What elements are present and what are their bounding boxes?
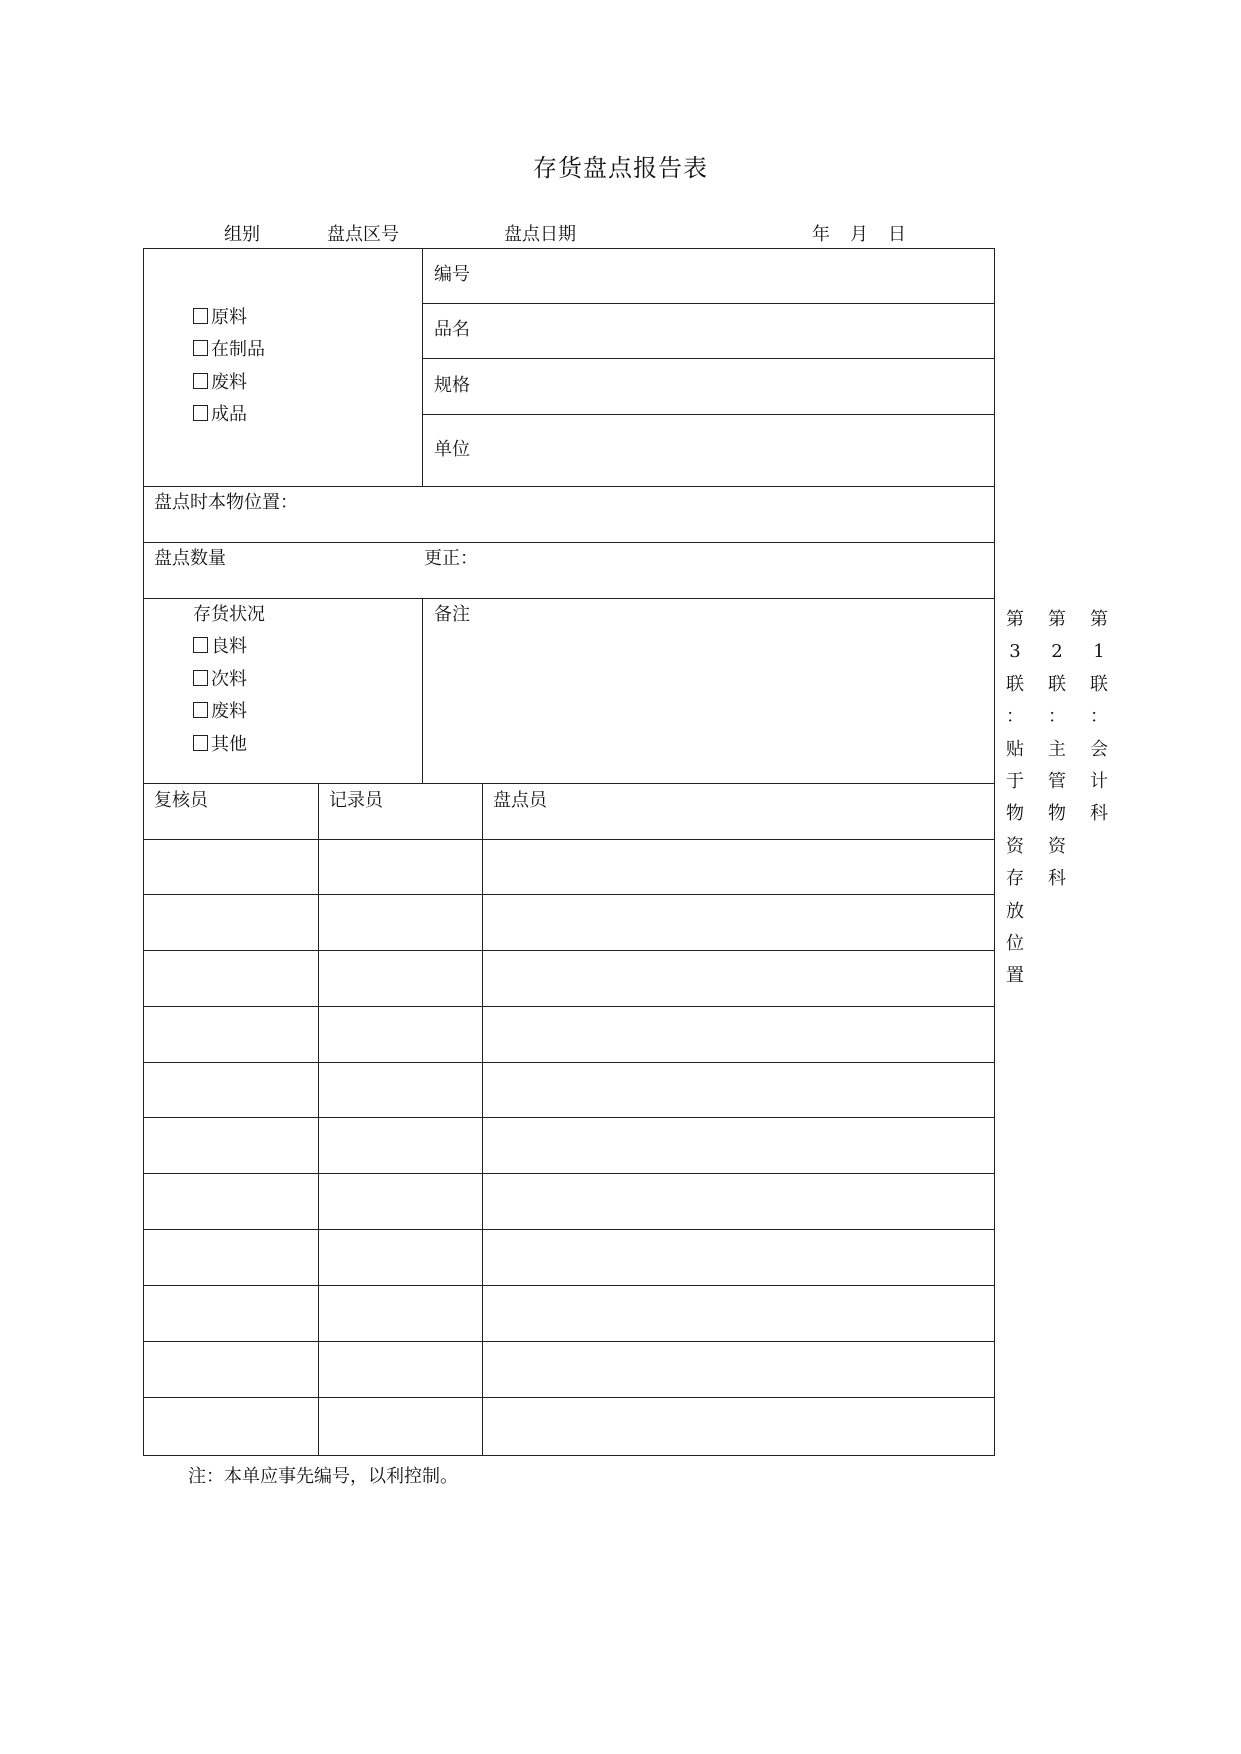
column-divider — [422, 248, 423, 486]
checkbox-icon — [193, 637, 208, 653]
recorder-label: 记录员 — [329, 790, 383, 811]
row-divider — [143, 1006, 995, 1007]
condition-secondary[interactable]: 次料 — [193, 669, 247, 691]
correction-label: 更正： — [424, 548, 478, 569]
row-divider — [143, 1397, 995, 1398]
checkbox-icon — [193, 670, 208, 686]
checkbox-icon — [193, 340, 208, 356]
date-label: 盘点日期 — [504, 224, 576, 245]
row-divider — [143, 1229, 995, 1230]
item-type-raw-material[interactable]: 原料 — [193, 307, 247, 329]
row-divider — [143, 1173, 995, 1174]
copy-note-1: 第 1 联 ： 会 计 科 — [1090, 609, 1108, 825]
reviewer-label: 复核员 — [154, 790, 208, 811]
day-label: 日 — [888, 224, 906, 245]
copy-note-3: 第 3 联 ： 贴 于 物 资 存 放 位 置 — [1006, 609, 1024, 987]
form-title: 存货盘点报告表 — [533, 154, 708, 182]
row-divider — [143, 894, 995, 895]
checkbox-icon — [193, 735, 208, 751]
footnote: 注：本单应事先编号，以利控制。 — [188, 1466, 458, 1487]
condition-other[interactable]: 其他 — [193, 734, 247, 756]
row-divider — [143, 950, 995, 951]
spec-field-label: 规格 — [434, 375, 470, 396]
quantity-label: 盘点数量 — [154, 548, 226, 569]
location-label: 盘点时本物位置： — [154, 492, 298, 513]
row-divider — [143, 1341, 995, 1342]
row-divider — [422, 358, 995, 359]
area-label: 盘点区号 — [327, 224, 399, 245]
checkbox-icon — [193, 308, 208, 324]
row-divider — [422, 414, 995, 415]
condition-title: 存货状况 — [193, 604, 265, 625]
row-divider — [422, 303, 995, 304]
row-divider — [143, 542, 995, 543]
row-divider — [143, 839, 995, 840]
checkbox-icon — [193, 405, 208, 421]
group-label: 组别 — [224, 224, 260, 245]
row-divider — [143, 486, 995, 487]
condition-scrap[interactable]: 废料 — [193, 701, 247, 723]
inventory-form-table — [143, 248, 995, 1456]
counter-label: 盘点员 — [493, 790, 547, 811]
row-divider — [143, 1285, 995, 1286]
item-type-scrap[interactable]: 废料 — [193, 372, 247, 394]
row-divider — [143, 783, 995, 784]
column-divider — [482, 783, 483, 1456]
year-label: 年 — [812, 224, 830, 245]
column-divider — [422, 598, 423, 783]
month-label: 月 — [850, 224, 868, 245]
column-divider — [318, 783, 319, 1456]
row-divider — [143, 1117, 995, 1118]
unit-field-label: 单位 — [434, 439, 470, 460]
item-type-finished-goods[interactable]: 成品 — [193, 404, 247, 426]
condition-good[interactable]: 良料 — [193, 636, 247, 658]
row-divider — [143, 1062, 995, 1063]
checkbox-icon — [193, 373, 208, 389]
remark-label: 备注 — [434, 604, 470, 625]
code-field-label: 编号 — [434, 264, 470, 285]
copy-note-2: 第 2 联 ： 主 管 物 资 科 — [1048, 609, 1066, 890]
checkbox-icon — [193, 702, 208, 718]
name-field-label: 品名 — [434, 319, 470, 340]
item-type-work-in-progress[interactable]: 在制品 — [193, 339, 265, 361]
row-divider — [143, 598, 995, 599]
